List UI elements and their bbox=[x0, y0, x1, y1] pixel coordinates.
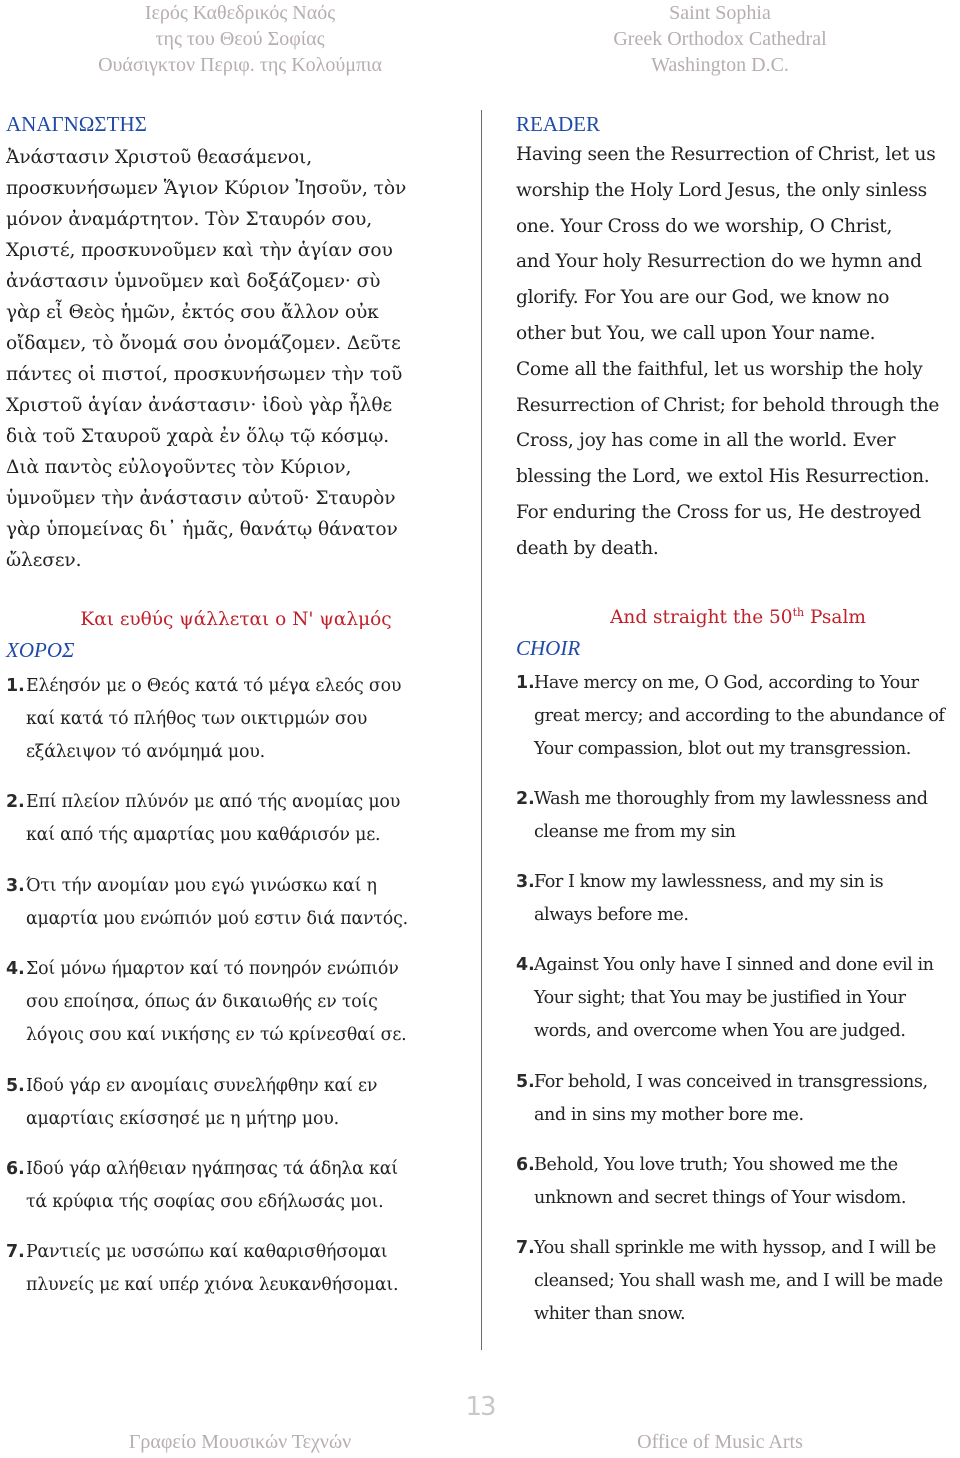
psalm-verse bbox=[516, 949, 934, 1048]
reader-line-greek: γὰρ εἶ Θεὸς ἡμῶν, ἐκτός σου ἄλλον οὐκ bbox=[6, 302, 379, 323]
reader-label-greek: ΑΝΑΓΝΩΣΤΗΣ bbox=[6, 112, 147, 136]
reader-text-greek bbox=[6, 142, 476, 576]
psalm-verse bbox=[6, 953, 406, 1052]
verse-text bbox=[534, 1149, 906, 1215]
reader-text-english bbox=[516, 137, 960, 567]
reader-line-english: one. Your Cross do we worship, O Christ, bbox=[516, 215, 893, 237]
reader-line-greek: γὰρ ὑπομείνας δι᾿ ἡμᾶς, θανάτῳ θάνατον bbox=[6, 519, 398, 540]
psalm-verse bbox=[516, 667, 944, 766]
verse-number: 7. bbox=[516, 1238, 535, 1258]
verse-number: 4. bbox=[516, 955, 535, 975]
verse-number: 4. bbox=[6, 959, 25, 979]
verse-number: 7. bbox=[6, 1242, 25, 1262]
verse-line: πλυνείς με καί υπέρ χιόνα λευκανθήσομαι. bbox=[26, 1275, 399, 1295]
reader-line-english: other but You, we call upon Your name. bbox=[516, 322, 876, 344]
reader-line-greek: οἴδαμεν, τὸ ὄνομά σου ὀνομάζομεν. Δεῦτε bbox=[6, 333, 401, 354]
psalm-verse bbox=[516, 1149, 906, 1215]
verse-line: cleanse me from my sin bbox=[534, 822, 736, 842]
psalm-verse bbox=[516, 866, 883, 932]
reader-line-english: worship the Holy Lord Jesus, the only sinless bbox=[516, 179, 927, 201]
reader-line-english: For enduring the Cross for us, He destroyed bbox=[516, 501, 921, 523]
verse-number: 1. bbox=[516, 673, 535, 693]
verse-line: unknown and secret things of Your wisdom. bbox=[534, 1188, 907, 1208]
verse-line: Have mercy on me, O God, according to Your bbox=[534, 673, 919, 693]
reader-line-greek: ὤλεσεν. bbox=[6, 550, 82, 571]
verse-text bbox=[534, 949, 934, 1048]
verse-number: 6. bbox=[6, 1159, 25, 1179]
header-english bbox=[480, 0, 960, 78]
reader-line-english: and Your holy Resurrection do we hymn and bbox=[516, 251, 922, 273]
verse-line: καί κατά τό πλήθος των οικτιρμών σου bbox=[26, 709, 368, 729]
reader-line-english: Having seen the Resurrection of Christ, let us bbox=[516, 144, 936, 165]
verse-text bbox=[26, 670, 401, 769]
verse-line: You shall sprinkle me with hyssop, and I will be bbox=[534, 1238, 936, 1258]
verse-line: καί από τής αμαρτίας μου καθάρισόν με. bbox=[26, 825, 381, 845]
reader-line-greek: προσκυνήσωμεν Ἅγιον Κύριον Ἰησοῦν, τὸν bbox=[6, 178, 407, 199]
choir-label-english: CHOIR bbox=[516, 636, 581, 660]
verse-line: αμαρτία μου ενώπιόν μού εστιν διά παντός. bbox=[26, 909, 408, 929]
verse-number: 5. bbox=[516, 1072, 535, 1092]
verse-text bbox=[26, 1153, 398, 1219]
header-greek-line: Ιερός Καθεδρικός Ναός bbox=[144, 2, 336, 24]
reader-line-english: death by death. bbox=[516, 537, 659, 559]
verse-line: Ότι τήν ανομίαν μου εγώ γινώσκω καί η bbox=[26, 876, 377, 896]
rubric-english-text: And straight the 50 bbox=[610, 607, 793, 628]
rubric-english-sup: th bbox=[792, 605, 805, 619]
verse-text bbox=[534, 866, 883, 932]
header-greek bbox=[0, 0, 480, 78]
reader-line-greek: πάντες οἱ πιστοί, προσκυνήσωμεν τὴν τοῦ bbox=[6, 364, 403, 385]
header-english-line: Greek Orthodox Cathedral bbox=[613, 28, 827, 50]
verse-line: Wash me thoroughly from my lawlessness and bbox=[534, 789, 928, 809]
reader-line-greek: ὑμνοῦμεν τὴν ἀνάστασιν αὐτοῦ· Σταυρὸν bbox=[6, 488, 396, 509]
verse-line: λόγοις σου καί νικήσης εν τώ κρίνεσθαί σε. bbox=[26, 1025, 407, 1045]
reader-line-greek: Ἀνάστασιν Χριστοῦ θεασάμενοι, bbox=[6, 147, 313, 168]
verse-line: always before me. bbox=[534, 905, 689, 925]
psalm-verse bbox=[6, 870, 408, 936]
verse-line: great mercy; and according to the abundance of bbox=[534, 706, 945, 726]
verse-text bbox=[26, 1070, 377, 1136]
psalm-verse bbox=[516, 1066, 928, 1132]
footer-greek: Γραφείο Μουσικών Τεχνών bbox=[128, 1431, 352, 1453]
psalm-verse bbox=[516, 1232, 943, 1331]
verse-line: Against You only have I sinned and done evil in bbox=[534, 955, 934, 975]
verse-line: For behold, I was conceived in transgressions, bbox=[534, 1072, 928, 1092]
verse-text bbox=[534, 1232, 943, 1331]
reader-line-greek: Χριστέ, προσκυνοῦμεν καὶ τὴν ἁγίαν σου bbox=[6, 240, 393, 261]
psalm-verse bbox=[6, 1070, 377, 1136]
verse-number: 2. bbox=[6, 792, 25, 812]
verse-line: Ιδού γάρ εν ανομίαις συνελήφθην καί εν bbox=[26, 1076, 378, 1096]
header-english-line: Saint Sophia bbox=[669, 2, 771, 24]
verse-number: 5. bbox=[6, 1076, 25, 1096]
rubric-greek: Και ευθύς ψάλλεται ο Ν' ψαλμός bbox=[80, 609, 392, 630]
verse-line: Σοί μόνω ήμαρτον καί τό πονηρόν ενώπιόν bbox=[26, 959, 399, 979]
reader-label-english: READER bbox=[516, 112, 600, 136]
psalm-verse bbox=[516, 783, 928, 849]
verse-line: αμαρτίαις εκίσσησέ με η μήτηρ μου. bbox=[26, 1109, 339, 1129]
verse-line: Επί πλείον πλύνόν με από τής ανομίας μου bbox=[26, 792, 401, 812]
psalm-verse bbox=[6, 1236, 398, 1302]
psalm-verse bbox=[6, 786, 400, 852]
verse-line: Ελέησόν με ο Θεός κατά τό μέγα ελεός σου bbox=[26, 676, 402, 696]
verse-line: Ιδού γάρ αλήθειαν ηγάπησας τά άδηλα καί bbox=[26, 1159, 398, 1179]
verse-text bbox=[534, 1066, 928, 1132]
verse-text bbox=[26, 870, 408, 936]
reader-line-greek: ἀνάστασιν ὑμνοῦμεν καὶ δοξάζομεν· σὺ bbox=[6, 271, 381, 292]
reader-line-english: Come all the faithful, let us worship the holy bbox=[516, 358, 923, 380]
verse-line: and in sins my mother bore me. bbox=[534, 1105, 804, 1125]
header-english-line: Washington D.C. bbox=[651, 54, 789, 76]
psalm-verse bbox=[6, 1153, 398, 1219]
psalm-verse bbox=[6, 670, 401, 769]
choir-label-greek: ΧΟΡΟΣ bbox=[6, 638, 75, 662]
reader-line-english: glorify. For You are our God, we know no bbox=[516, 287, 890, 309]
verse-text bbox=[534, 783, 928, 849]
verse-line: Your sight; that You may be justified in Your bbox=[534, 988, 906, 1008]
verse-line: whiter than snow. bbox=[534, 1304, 686, 1324]
footer-english: Office of Music Arts bbox=[637, 1431, 803, 1453]
verse-number: 3. bbox=[516, 872, 535, 892]
verse-line: εξάλειψον τό ανόμημά μου. bbox=[26, 742, 265, 762]
reader-line-greek: μόνον ἀναμάρτητον. Τὸν Σταυρόν σου, bbox=[6, 209, 373, 230]
verse-number: 1. bbox=[6, 676, 25, 696]
verse-line: words, and overcome when You are judged. bbox=[534, 1021, 906, 1041]
reader-line-english: Cross, joy has come in all the world. Ever bbox=[516, 430, 896, 452]
column-divider bbox=[481, 110, 482, 1350]
verse-text bbox=[534, 667, 944, 766]
verse-number: 6. bbox=[516, 1155, 535, 1175]
verse-line: τά κρύφια τής σοφίας σου εδήλωσάς μοι. bbox=[26, 1192, 384, 1212]
verse-line: Behold, You love truth; You showed me the bbox=[534, 1155, 898, 1175]
verse-line: Your compassion, blot out my transgression. bbox=[534, 739, 911, 759]
verse-line: cleansed; You shall wash me, and I will be made bbox=[534, 1271, 943, 1291]
verse-line: σου εποίησα, όπως άν δικαιωθής εν τοίς bbox=[26, 992, 378, 1012]
rubric-english-tail: Psalm bbox=[804, 607, 866, 628]
verse-number: 2. bbox=[516, 789, 535, 809]
reader-line-english: blessing the Lord, we extol His Resurrection. bbox=[516, 466, 930, 488]
reader-line-greek: Διὰ παντὸς εὐλογοῦντες τὸν Κύριον, bbox=[6, 457, 352, 478]
verse-text bbox=[26, 1236, 398, 1302]
verse-text bbox=[26, 953, 406, 1052]
verse-line: For I know my lawlessness, and my sin is bbox=[534, 872, 884, 892]
reader-line-english: Resurrection of Christ; for behold through the bbox=[516, 394, 940, 416]
reader-line-greek: Χριστοῦ ἁγίαν ἀνάστασιν· ἰδοὺ γὰρ ἦλθε bbox=[6, 395, 392, 416]
verse-line: Ραντιείς με υσσώπω καί καθαρισθήσομαι bbox=[26, 1242, 388, 1262]
page-number: 13 bbox=[465, 1392, 495, 1422]
reader-line-greek: διὰ τοῦ Σταυροῦ χαρὰ ἐν ὅλῳ τῷ κόσμῳ. bbox=[6, 426, 390, 447]
header-greek-line: Ουάσιγκτον Περιφ. της Κολούμπια bbox=[98, 54, 382, 76]
verse-text bbox=[26, 786, 400, 852]
header-greek-line: της του Θεού Σοφίας bbox=[155, 28, 325, 50]
rubric-english bbox=[516, 604, 960, 632]
verse-number: 3. bbox=[6, 876, 25, 896]
